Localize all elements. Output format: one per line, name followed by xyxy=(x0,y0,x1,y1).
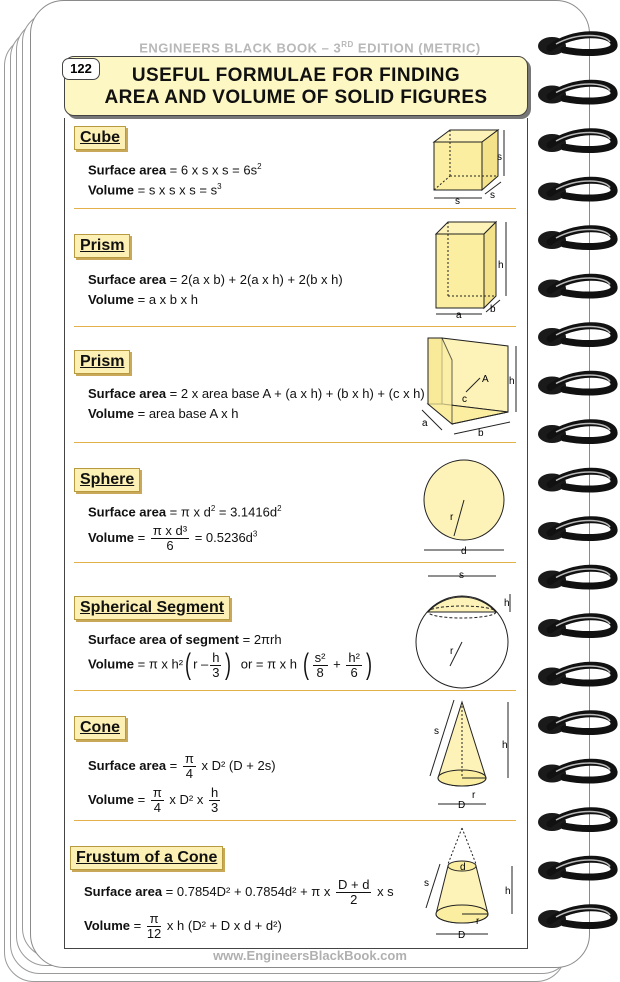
svg-text:s: s xyxy=(424,878,429,889)
segment-heading: Spherical Segment xyxy=(74,596,230,620)
triangular-prism-diagram xyxy=(412,332,522,442)
svg-text:b: b xyxy=(478,428,484,439)
segment-surface-area: Surface area of segment = 2πrh xyxy=(88,632,282,647)
sphere-surface-area: Surface area = π x $d^2 = 3.1416d^2$ xyxy=(88,504,282,520)
sphere-heading: Sphere xyxy=(74,468,140,492)
segment-volume: Volume = π x h²( r – $\frac{h}{3}$ ) or = π x h ( $\frac{\text{s²}}{8}$ + $\frac{\text{h²}}{6}$ ) xyxy=(88,648,372,681)
svg-text:d: d xyxy=(461,546,467,557)
svg-text:r: r xyxy=(450,512,454,523)
frustum-diagram xyxy=(412,824,520,944)
svg-text:h: h xyxy=(509,376,515,387)
page-title-line2: AREA AND VOLUME OF SOLID FIGURES xyxy=(104,87,488,108)
book-header: ENGINEERS BLACK BOOK – 3RD EDITION (METRIC) xyxy=(139,40,481,56)
cube-volume: Volume = s x s x $s = s^3$ xyxy=(88,182,222,198)
frustum-volume: Volume = $\frac{\pi}{12}$ x h (D² + D x d + d²) xyxy=(84,911,282,941)
triangular-prism-volume: Volume = area base A x h xyxy=(88,406,239,421)
cube-surface-area: Surface area = 6 x s x $s = 6s^2$ xyxy=(88,162,262,178)
prism-volume: Volume = a x b x h xyxy=(88,292,198,307)
svg-text:s: s xyxy=(455,196,460,207)
svg-text:D: D xyxy=(458,930,466,941)
divider xyxy=(74,208,516,209)
svg-text:D: D xyxy=(458,800,466,811)
frustum-surface-area: Surface area = 0.7854D² + 0.7854d² + π x $\frac{D + d}{2}$ x s xyxy=(84,877,394,907)
svg-text:d: d xyxy=(460,862,466,873)
svg-text:r: r xyxy=(472,790,476,801)
segment-diagram xyxy=(414,566,520,690)
cone-diagram xyxy=(416,694,520,818)
footer-url: www.EngineersBlackBook.com xyxy=(213,948,407,963)
page-number: 122 xyxy=(62,58,100,80)
svg-text:h: h xyxy=(502,740,508,751)
svg-text:s: s xyxy=(434,726,439,737)
prism-surface-area: Surface area = 2(a x b) + 2(a x h) + 2(b x h) xyxy=(88,272,343,287)
sphere-diagram xyxy=(418,454,518,558)
triangular-prism-heading: Prism xyxy=(74,350,130,374)
svg-text:h: h xyxy=(498,260,504,271)
divider xyxy=(74,326,516,327)
svg-text:h: h xyxy=(505,886,511,897)
sphere-volume: Volume = $\frac{\text{π x d³}}{6}$ = $0.5236d^3$ xyxy=(88,523,258,553)
svg-text:s: s xyxy=(459,570,464,581)
prism-diagram xyxy=(420,218,520,320)
triangular-prism-surface-area: Surface area = 2 x area base A + (a x h) + (b x h) + (c x h) xyxy=(88,386,425,401)
spiral-binding xyxy=(534,30,620,960)
svg-text:r: r xyxy=(476,916,480,927)
svg-text:a: a xyxy=(422,418,428,429)
cone-volume: Volume = $\frac{\pi}{4}$ x D² x $\frac{h}{3}$ xyxy=(88,785,219,815)
spiral-coils xyxy=(538,35,614,928)
cone-surface-area: Surface area = $\frac{\pi}{4}$ x D² (D + 2s) xyxy=(88,751,276,781)
page-title-line1: USEFUL FORMULAE FOR FINDING xyxy=(131,65,461,86)
frustum-heading: Frustum of a Cone xyxy=(70,846,223,870)
divider xyxy=(74,562,516,563)
svg-text:s: s xyxy=(497,152,502,163)
divider xyxy=(74,690,516,691)
cube-heading: Cube xyxy=(74,126,126,150)
cube-diagram xyxy=(420,124,520,210)
title-box xyxy=(64,56,528,116)
svg-text:h: h xyxy=(504,598,510,609)
svg-text:b: b xyxy=(490,304,496,315)
divider xyxy=(74,820,516,821)
svg-text:s: s xyxy=(490,190,495,201)
svg-text:A: A xyxy=(482,374,489,385)
svg-text:c: c xyxy=(462,394,467,405)
cone-heading: Cone xyxy=(74,716,126,740)
svg-text:r: r xyxy=(450,646,454,657)
divider xyxy=(74,442,516,443)
svg-text:a: a xyxy=(456,310,462,320)
prism-heading: Prism xyxy=(74,234,130,258)
